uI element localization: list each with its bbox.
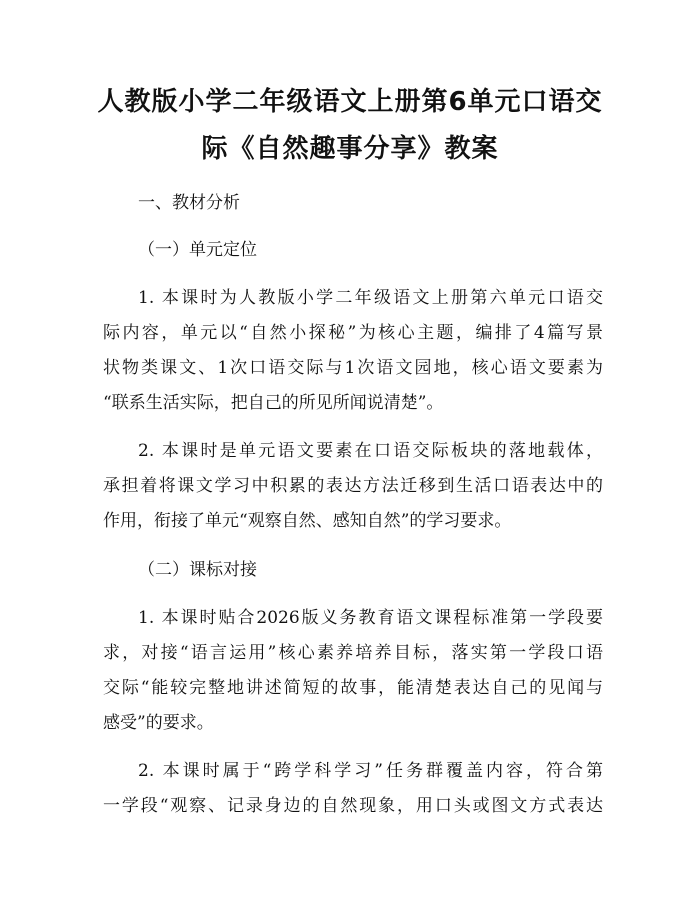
paragraph-3-line-4: 感受”的要求。: [103, 713, 214, 733]
paragraph-2-line-2: 承担着将课文学习中积累的表达方法迁移到生活口语表达中的: [103, 476, 603, 496]
subsection-heading-unit-positioning: （一）单元定位: [138, 240, 257, 260]
paragraph-1-line-2: 际内容，单元以“自然小探秘”为核心主题，编排了4篇写景: [103, 323, 603, 343]
document-title-line-1: 人教版小学二年级语文上册第6单元口语交: [97, 87, 603, 117]
paragraph-2-line-1: 2. 本课时是单元语文要素在口语交际板块的落地载体，: [138, 441, 603, 461]
paragraph-4-line-1: 2. 本课时属于“跨学科学习”任务群覆盖内容，符合第: [138, 761, 603, 781]
paragraph-4-line-2: 一学段“观察、记录身边的自然现象，用口头或图文方式表达: [103, 796, 603, 816]
subsection-heading-curriculum-alignment: （二）课标对接: [138, 560, 257, 580]
paragraph-2-line-3: 作用，衔接了单元“观察自然、感知自然”的学习要求。: [103, 511, 512, 531]
paragraph-3-line-3: 交际“能较完整地讲述简短的故事，能清楚表达自己的见闻与: [103, 678, 603, 698]
paragraph-3-line-2: 求，对接“语言运用”核心素养培养目标，落实第一学段口语: [103, 643, 603, 663]
paragraph-1-line-3: 状物类课文、1次口语交际与1次语文园地，核心语文要素为: [103, 358, 603, 378]
section-heading-textbook-analysis: 一、教材分析: [138, 193, 240, 213]
paragraph-1-line-4: “联系生活实际，把自己的所见所闻说清楚”。: [103, 393, 444, 413]
paragraph-1-line-1: 1. 本课时为人教版小学二年级语文上册第六单元口语交: [138, 288, 603, 308]
document-title-line-2: 际《自然趣事分享》教案: [201, 134, 499, 164]
paragraph-3-line-1: 1. 本课时贴合2026版义务教育语文课程标准第一学段要: [138, 608, 603, 628]
